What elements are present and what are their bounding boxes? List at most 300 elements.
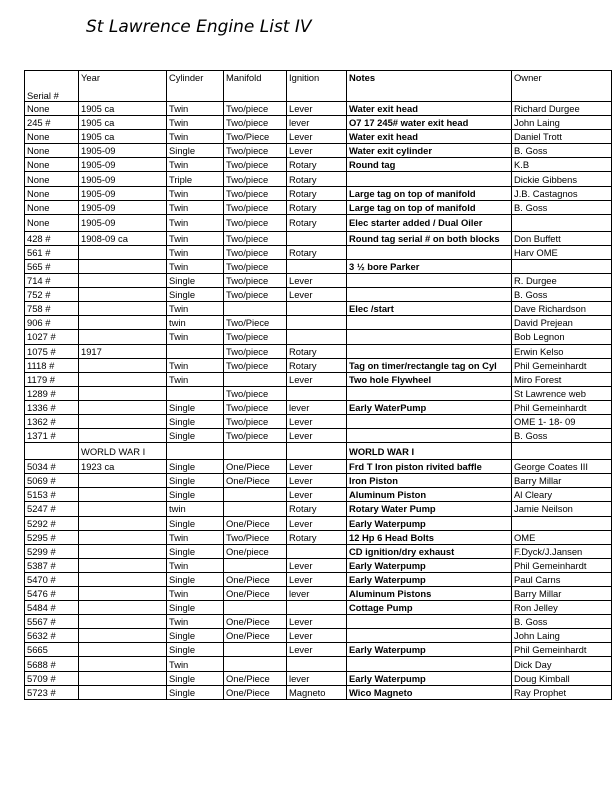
cell-notes: Water exit cylinder — [347, 144, 512, 158]
cell-ignition: Lever — [287, 372, 347, 386]
cell-year — [79, 558, 167, 572]
cell-owner: George Coates III — [512, 460, 612, 474]
table-header-row — [25, 71, 612, 102]
engine-list-table — [24, 70, 612, 700]
cell-owner: Bob Legnon — [512, 330, 612, 344]
cell-owner: OME — [512, 530, 612, 544]
cell-notes: Aluminum Pistons — [347, 587, 512, 601]
cell-notes: Two hole Flywheel — [347, 372, 512, 386]
cell-serial: None — [25, 158, 79, 172]
cell-year: WORLD WAR I — [79, 443, 167, 460]
cell-notes: Tag on timer/rectangle tag on Cyl — [347, 358, 512, 372]
cell-serial: 5723 # — [25, 685, 79, 699]
cell-year: 1905-09 — [79, 200, 167, 214]
cell-manifold: Two/Piece — [224, 530, 287, 544]
cell-owner: Phil Gemeinhardt — [512, 643, 612, 657]
cell-serial: 906 # — [25, 316, 79, 330]
cell-manifold: Two/piece — [224, 259, 287, 273]
cell-manifold: Two/piece — [224, 386, 287, 400]
table-row — [25, 544, 612, 558]
cell-serial: 1027 # — [25, 330, 79, 344]
cell-notes — [347, 429, 512, 443]
cell-owner: Erwin Kelso — [512, 344, 612, 358]
cell-ignition: Rotary — [287, 245, 347, 259]
cell-year — [79, 386, 167, 400]
cell-cylinder — [167, 344, 224, 358]
cell-notes — [347, 657, 512, 671]
cell-ignition: Rotary — [287, 172, 347, 186]
table-row — [25, 214, 612, 231]
cell-serial: None — [25, 172, 79, 186]
cell-ignition: Rotary — [287, 200, 347, 214]
cell-manifold: Two/piece — [224, 288, 287, 302]
cell-notes — [347, 386, 512, 400]
cell-owner: Phil Gemeinhardt — [512, 558, 612, 572]
cell-cylinder: Twin — [167, 558, 224, 572]
table-row — [25, 474, 612, 488]
cell-notes — [347, 274, 512, 288]
cell-cylinder: Single — [167, 414, 224, 428]
cell-notes: WORLD WAR I — [347, 443, 512, 460]
cell-notes — [347, 316, 512, 330]
cell-serial: 561 # — [25, 245, 79, 259]
cell-cylinder: Twin — [167, 587, 224, 601]
cell-serial: 752 # — [25, 288, 79, 302]
cell-serial: 5153 # — [25, 488, 79, 502]
cell-ignition — [287, 601, 347, 615]
cell-owner: Barry Millar — [512, 474, 612, 488]
cell-owner: Paul Carns — [512, 572, 612, 586]
cell-notes: CD ignition/dry exhaust — [347, 544, 512, 558]
cell-owner: Dave Richardson — [512, 302, 612, 316]
cell-manifold: Two/piece — [224, 186, 287, 200]
cell-cylinder: Twin — [167, 214, 224, 231]
column-header-notes: Notes — [347, 71, 512, 102]
cell-manifold: Two/Piece — [224, 130, 287, 144]
cell-ignition — [287, 386, 347, 400]
cell-manifold — [224, 443, 287, 460]
cell-owner: Phil Gemeinhardt — [512, 400, 612, 414]
cell-ignition: Rotary — [287, 358, 347, 372]
cell-serial: 1371 # — [25, 429, 79, 443]
cell-serial: 714 # — [25, 274, 79, 288]
table-row — [25, 558, 612, 572]
cell-ignition: Rotary — [287, 214, 347, 231]
cell-cylinder: Twin — [167, 657, 224, 671]
table-row — [25, 460, 612, 474]
cell-serial: 245 # — [25, 116, 79, 130]
cell-owner — [512, 259, 612, 273]
cell-cylinder: Single — [167, 288, 224, 302]
cell-owner: B. Goss — [512, 200, 612, 214]
cell-notes: 3 ½ bore Parker — [347, 259, 512, 273]
cell-notes: Iron Piston — [347, 474, 512, 488]
cell-manifold: One/Piece — [224, 474, 287, 488]
cell-ignition: Lever — [287, 488, 347, 502]
cell-manifold: One/Piece — [224, 671, 287, 685]
cell-owner: St Lawrence web — [512, 386, 612, 400]
cell-year: 1905-09 — [79, 172, 167, 186]
cell-serial: 428 # — [25, 231, 79, 245]
cell-ignition: lever — [287, 671, 347, 685]
cell-manifold: One/Piece — [224, 516, 287, 530]
table-row — [25, 172, 612, 186]
table-row — [25, 130, 612, 144]
cell-year — [79, 615, 167, 629]
cell-year: 1905-09 — [79, 186, 167, 200]
cell-serial: None — [25, 144, 79, 158]
cell-year — [79, 671, 167, 685]
cell-year — [79, 358, 167, 372]
cell-ignition: Lever — [287, 144, 347, 158]
cell-serial: 5688 # — [25, 657, 79, 671]
cell-cylinder: Twin — [167, 358, 224, 372]
cell-owner: Al Cleary — [512, 488, 612, 502]
table-row — [25, 629, 612, 643]
cell-cylinder: Single — [167, 685, 224, 699]
cell-year — [79, 288, 167, 302]
cell-cylinder: Single — [167, 460, 224, 474]
cell-cylinder: twin — [167, 502, 224, 516]
cell-ignition: Lever — [287, 643, 347, 657]
cell-year — [79, 516, 167, 530]
cell-manifold: Two/piece — [224, 102, 287, 116]
table-row — [25, 158, 612, 172]
cell-notes: Wico Magneto — [347, 685, 512, 699]
document-title: St Lawrence Engine List IV — [86, 17, 312, 37]
cell-serial: None — [25, 130, 79, 144]
table-row — [25, 657, 612, 671]
cell-notes — [347, 172, 512, 186]
cell-manifold: Two/piece — [224, 274, 287, 288]
cell-notes: Large tag on top of manifold — [347, 186, 512, 200]
cell-manifold: Two/piece — [224, 231, 287, 245]
cell-manifold — [224, 488, 287, 502]
cell-notes: Water exit head — [347, 102, 512, 116]
cell-ignition: Lever — [287, 414, 347, 428]
cell-notes: Early Waterpump — [347, 671, 512, 685]
cell-serial: 5247 # — [25, 502, 79, 516]
cell-year — [79, 685, 167, 699]
cell-notes: Early Waterpump — [347, 643, 512, 657]
cell-ignition: Rotary — [287, 502, 347, 516]
cell-ignition: Lever — [287, 474, 347, 488]
cell-owner: Doug Kimball — [512, 671, 612, 685]
cell-serial: 5567 # — [25, 615, 79, 629]
cell-owner — [512, 214, 612, 231]
cell-cylinder: Single — [167, 643, 224, 657]
cell-owner: B. Goss — [512, 429, 612, 443]
cell-notes — [347, 629, 512, 643]
cell-cylinder: Twin — [167, 200, 224, 214]
cell-cylinder: Single — [167, 572, 224, 586]
cell-ignition: Lever — [287, 629, 347, 643]
cell-year: 1905-09 — [79, 214, 167, 231]
cell-owner: Dick Day — [512, 657, 612, 671]
cell-year — [79, 657, 167, 671]
cell-cylinder: Twin — [167, 615, 224, 629]
table-row — [25, 186, 612, 200]
cell-ignition: Rotary — [287, 530, 347, 544]
cell-serial: 1289 # — [25, 386, 79, 400]
cell-cylinder: Single — [167, 671, 224, 685]
cell-manifold: Two/piece — [224, 330, 287, 344]
cell-year — [79, 629, 167, 643]
cell-serial — [25, 443, 79, 460]
cell-notes — [347, 414, 512, 428]
cell-notes: Elec /start — [347, 302, 512, 316]
cell-serial: 5299 # — [25, 544, 79, 558]
cell-manifold: Two/Piece — [224, 316, 287, 330]
cell-manifold: One/piece — [224, 544, 287, 558]
column-header-serial: Serial # — [25, 71, 79, 102]
cell-cylinder: Single — [167, 544, 224, 558]
cell-notes — [347, 245, 512, 259]
cell-year: 1905-09 — [79, 144, 167, 158]
cell-notes: Elec starter added / Dual Oiler — [347, 214, 512, 231]
cell-year — [79, 259, 167, 273]
table-row — [25, 488, 612, 502]
cell-ignition: Lever — [287, 274, 347, 288]
table-row — [25, 443, 612, 460]
cell-serial: 1118 # — [25, 358, 79, 372]
cell-cylinder: Single — [167, 516, 224, 530]
cell-cylinder: Twin — [167, 372, 224, 386]
table-row — [25, 116, 612, 130]
cell-owner — [512, 443, 612, 460]
cell-serial: 5476 # — [25, 587, 79, 601]
cell-notes — [347, 615, 512, 629]
cell-year — [79, 572, 167, 586]
cell-serial: None — [25, 186, 79, 200]
cell-owner: K.B — [512, 158, 612, 172]
cell-cylinder: Twin — [167, 130, 224, 144]
table-row — [25, 414, 612, 428]
table-row — [25, 316, 612, 330]
cell-cylinder: Single — [167, 400, 224, 414]
cell-manifold — [224, 657, 287, 671]
column-header-ignition: Ignition — [287, 71, 347, 102]
cell-year: 1917 — [79, 344, 167, 358]
cell-cylinder — [167, 443, 224, 460]
cell-owner: J.B. Castagnos — [512, 186, 612, 200]
table-row — [25, 643, 612, 657]
cell-cylinder: Single — [167, 474, 224, 488]
cell-year — [79, 488, 167, 502]
cell-year — [79, 601, 167, 615]
column-header-owner: Owner — [512, 71, 612, 102]
cell-notes: O7 17 245# water exit head — [347, 116, 512, 130]
cell-year — [79, 274, 167, 288]
cell-manifold: Two/piece — [224, 214, 287, 231]
cell-ignition — [287, 302, 347, 316]
cell-serial: 5470 # — [25, 572, 79, 586]
cell-ignition: Rotary — [287, 158, 347, 172]
table-row — [25, 144, 612, 158]
cell-ignition: lever — [287, 587, 347, 601]
cell-serial: 1336 # — [25, 400, 79, 414]
table-row — [25, 288, 612, 302]
cell-notes: Early Waterpump — [347, 572, 512, 586]
table-row — [25, 231, 612, 245]
cell-manifold — [224, 601, 287, 615]
cell-serial: 758 # — [25, 302, 79, 316]
cell-manifold: Two/piece — [224, 144, 287, 158]
cell-owner: B. Goss — [512, 288, 612, 302]
cell-owner: R. Durgee — [512, 274, 612, 288]
cell-serial: 5292 # — [25, 516, 79, 530]
cell-ignition: Lever — [287, 615, 347, 629]
cell-owner: John Laing — [512, 629, 612, 643]
cell-notes: Frd T Iron piston rivited baffle — [347, 460, 512, 474]
table-row — [25, 259, 612, 273]
cell-owner: F.Dyck/J.Jansen — [512, 544, 612, 558]
cell-notes: Early Waterpump — [347, 558, 512, 572]
cell-serial: None — [25, 200, 79, 214]
cell-ignition: Rotary — [287, 186, 347, 200]
cell-cylinder — [167, 386, 224, 400]
cell-manifold: Two/piece — [224, 245, 287, 259]
cell-ignition: Lever — [287, 460, 347, 474]
cell-cylinder: Twin — [167, 530, 224, 544]
table-row — [25, 330, 612, 344]
cell-year — [79, 530, 167, 544]
cell-owner: Daniel Trott — [512, 130, 612, 144]
cell-notes: Rotary Water Pump — [347, 502, 512, 516]
cell-year: 1905 ca — [79, 102, 167, 116]
cell-serial: 5387 # — [25, 558, 79, 572]
cell-owner: Harv OME — [512, 245, 612, 259]
cell-owner: John Laing — [512, 116, 612, 130]
table-row — [25, 615, 612, 629]
cell-manifold: Two/piece — [224, 400, 287, 414]
table-row — [25, 245, 612, 259]
cell-serial: None — [25, 214, 79, 231]
cell-cylinder: Single — [167, 144, 224, 158]
cell-ignition — [287, 259, 347, 273]
cell-year: 1905 ca — [79, 116, 167, 130]
cell-manifold — [224, 372, 287, 386]
cell-serial: 5632 # — [25, 629, 79, 643]
cell-manifold: Two/piece — [224, 414, 287, 428]
cell-ignition: Lever — [287, 130, 347, 144]
cell-manifold — [224, 558, 287, 572]
cell-serial: 5484 # — [25, 601, 79, 615]
cell-notes — [347, 330, 512, 344]
cell-year — [79, 316, 167, 330]
cell-cylinder: Single — [167, 629, 224, 643]
cell-manifold — [224, 502, 287, 516]
cell-notes — [347, 344, 512, 358]
cell-cylinder: Single — [167, 601, 224, 615]
cell-manifold: One/Piece — [224, 629, 287, 643]
table-row — [25, 372, 612, 386]
cell-manifold: Two/piece — [224, 116, 287, 130]
cell-owner: Phil Gemeinhardt — [512, 358, 612, 372]
cell-manifold — [224, 302, 287, 316]
cell-serial: 5709 # — [25, 671, 79, 685]
cell-cylinder: Single — [167, 274, 224, 288]
cell-manifold: One/Piece — [224, 615, 287, 629]
cell-year — [79, 502, 167, 516]
cell-ignition: lever — [287, 116, 347, 130]
cell-year — [79, 429, 167, 443]
cell-owner: David Prejean — [512, 316, 612, 330]
cell-manifold: One/Piece — [224, 460, 287, 474]
cell-ignition: lever — [287, 400, 347, 414]
table-row — [25, 102, 612, 116]
table-row — [25, 685, 612, 699]
cell-cylinder: twin — [167, 316, 224, 330]
cell-serial: 5295 # — [25, 530, 79, 544]
column-header-year: Year — [79, 71, 167, 102]
cell-year: 1905-09 — [79, 158, 167, 172]
cell-owner — [512, 516, 612, 530]
cell-notes: Round tag serial # on both blocks — [347, 231, 512, 245]
cell-owner: B. Goss — [512, 144, 612, 158]
cell-ignition — [287, 657, 347, 671]
cell-year — [79, 245, 167, 259]
cell-manifold — [224, 643, 287, 657]
table-row — [25, 502, 612, 516]
column-header-manifold: Manifold — [224, 71, 287, 102]
cell-ignition: Lever — [287, 558, 347, 572]
cell-manifold: One/Piece — [224, 685, 287, 699]
cell-notes: Large tag on top of manifold — [347, 200, 512, 214]
cell-serial: 5665 — [25, 643, 79, 657]
cell-year: 1905 ca — [79, 130, 167, 144]
cell-cylinder: Twin — [167, 102, 224, 116]
cell-owner: Miro Forest — [512, 372, 612, 386]
cell-notes: Aluminum Piston — [347, 488, 512, 502]
table-row — [25, 516, 612, 530]
cell-cylinder: Twin — [167, 330, 224, 344]
cell-year: 1923 ca — [79, 460, 167, 474]
cell-manifold: One/Piece — [224, 572, 287, 586]
cell-cylinder: Twin — [167, 245, 224, 259]
cell-owner: Barry Millar — [512, 587, 612, 601]
cell-manifold: Two/piece — [224, 200, 287, 214]
cell-owner: Dickie Gibbens — [512, 172, 612, 186]
cell-manifold: Two/piece — [224, 429, 287, 443]
cell-year — [79, 474, 167, 488]
cell-serial: 1362 # — [25, 414, 79, 428]
cell-year — [79, 400, 167, 414]
table-row — [25, 274, 612, 288]
cell-serial: 565 # — [25, 259, 79, 273]
cell-cylinder: Twin — [167, 259, 224, 273]
table-row — [25, 530, 612, 544]
column-header-cylinder: Cylinder — [167, 71, 224, 102]
cell-ignition: Lever — [287, 429, 347, 443]
cell-owner: Jamie Neilson — [512, 502, 612, 516]
cell-notes: 12 Hp 6 Head Bolts — [347, 530, 512, 544]
cell-owner: Don Buffett — [512, 231, 612, 245]
cell-serial: 5069 # — [25, 474, 79, 488]
cell-cylinder: Single — [167, 488, 224, 502]
cell-ignition — [287, 544, 347, 558]
cell-owner: B. Goss — [512, 615, 612, 629]
cell-manifold: Two/piece — [224, 344, 287, 358]
cell-ignition: Lever — [287, 102, 347, 116]
cell-ignition — [287, 330, 347, 344]
cell-ignition — [287, 231, 347, 245]
cell-notes: Early WaterPump — [347, 400, 512, 414]
cell-cylinder: Triple — [167, 172, 224, 186]
cell-serial: None — [25, 102, 79, 116]
cell-cylinder: Twin — [167, 186, 224, 200]
cell-notes — [347, 288, 512, 302]
